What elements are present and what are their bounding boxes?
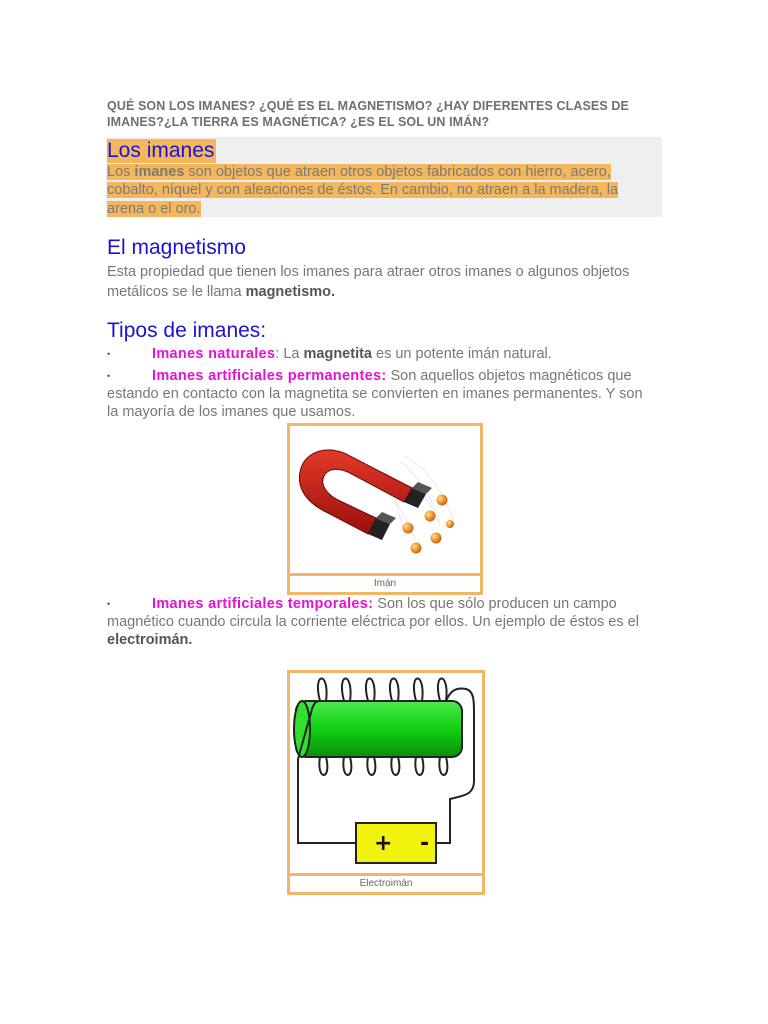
electromagnet-icon	[290, 673, 482, 870]
figure-caption: Imán	[290, 573, 480, 592]
bullet-icon: •	[107, 371, 111, 381]
magnetismo-bold: magnetismo.	[245, 284, 336, 300]
intro-paragraph	[107, 163, 647, 218]
battery-plus: +	[374, 831, 393, 856]
item-text: Son aquellos objetos magnéticos que estando en contacto con la magnetita se convierten en imanes permanentes. Y son la mayoría de los imanes que usamos.	[107, 368, 643, 420]
list-item	[107, 595, 652, 649]
battery-minus: -	[420, 831, 430, 856]
intro-bold: imanes	[134, 164, 185, 180]
item-text: : La	[275, 346, 304, 362]
magnetismo-paragraph	[107, 262, 652, 302]
item-label: Imanes naturales	[152, 346, 276, 362]
list-item	[107, 345, 652, 363]
item-bold: electroimán.	[107, 632, 193, 648]
question-title: QUÉ SON LOS IMANES? ¿QUÉ ES EL MAGNETISMO? ¿HAY DIFERENTES CLASES DE IMANES?¿LA TIERRA ES MAGNÉTICA? ¿ES EL SOL UN IMÁN?	[107, 99, 629, 129]
item-bold: magnetita	[303, 346, 372, 362]
bullet-icon: •	[107, 599, 111, 609]
heading-los-imanes: Los imanes	[107, 139, 215, 162]
figure-electroiman	[287, 670, 485, 895]
horseshoe-magnet-icon	[290, 426, 480, 570]
figure-iman	[287, 423, 483, 595]
heading-tipos-de-imanes: Tipos de imanes:	[107, 319, 267, 342]
heading-el-magnetismo: El magnetismo	[107, 236, 246, 259]
item-text-2: es un potente imán natural.	[372, 346, 552, 362]
item-text: Son los que sólo producen un campo magnético cuando circula la corriente eléctrica por ellos. Un ejemplo de éstos es el	[107, 596, 639, 630]
bullet-icon: •	[107, 349, 111, 359]
intro-text-before: Los	[107, 164, 135, 180]
magnetismo-text: Esta propiedad que tienen los imanes para atraer otros imanes o algunos objetos metálicos se le llama	[107, 264, 630, 300]
list-item	[107, 367, 652, 421]
item-label: Imanes artificiales temporales:	[152, 596, 374, 612]
intro-text-after: son objetos que atraen otros objetos fabricados con hierro, acero, cobalto, níquel y con aleaciones de éstos. En cambio, no atraen a la madera, la arena o el oro.	[107, 164, 619, 217]
item-label: Imanes artificiales permanentes:	[152, 368, 387, 384]
figure-caption: Electroimán	[290, 873, 482, 892]
